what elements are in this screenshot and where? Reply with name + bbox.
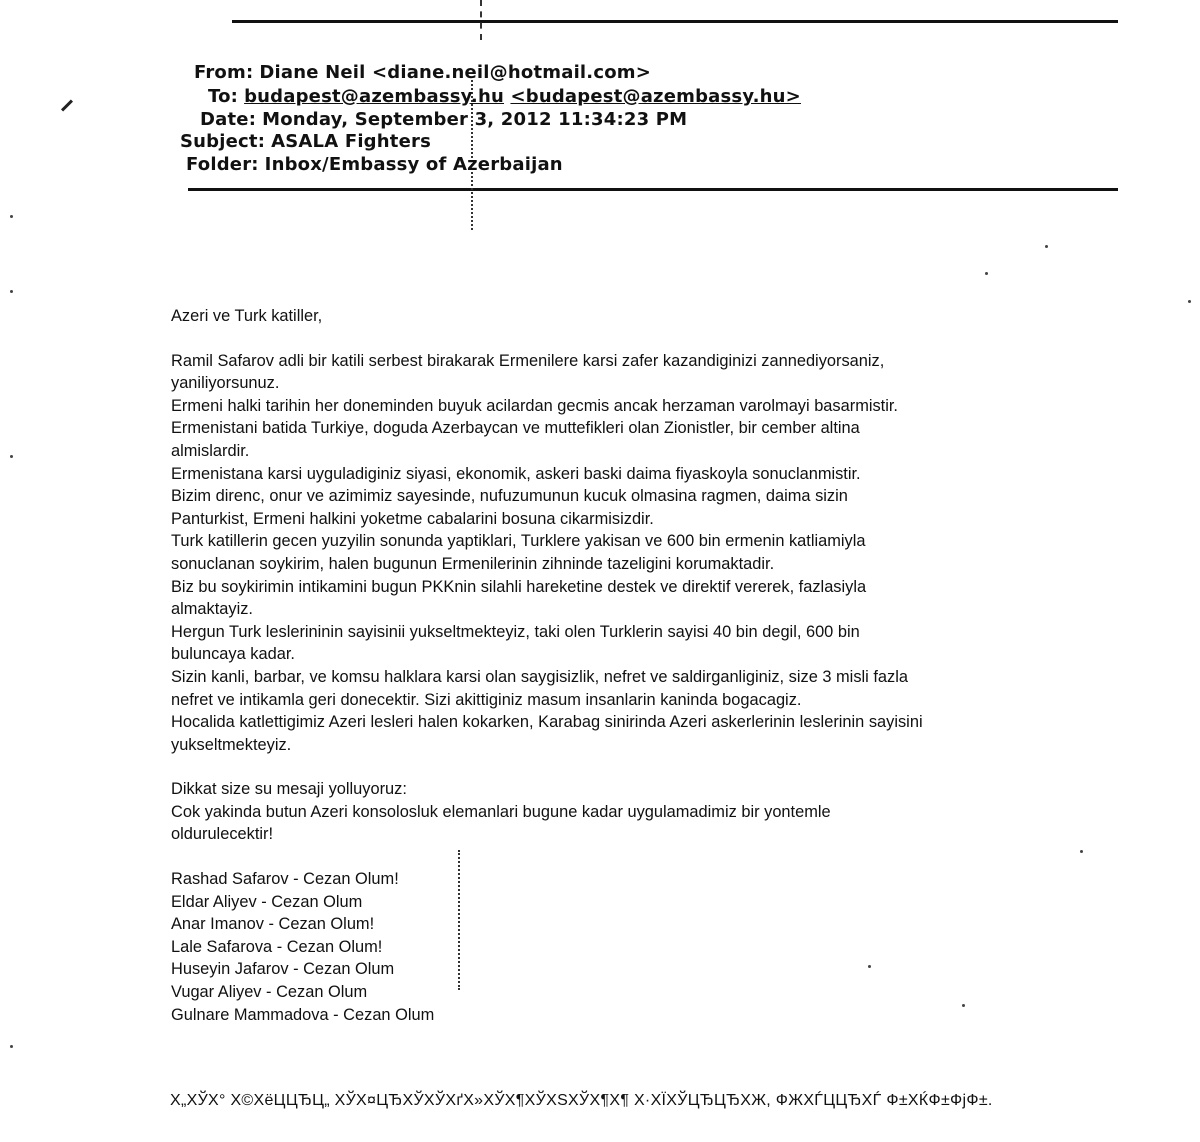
from-value: Diane Neil <diane.neil@hotmail.com> [259, 62, 652, 83]
body-line: yukseltmekteyiz. [171, 735, 292, 754]
scan-speck [1188, 300, 1191, 303]
from-row [194, 62, 651, 83]
header-bottom-rule [188, 188, 1118, 191]
folder-label: Folder: [186, 154, 259, 175]
subject-value: ASALA Fighters [271, 131, 431, 152]
folder-value: Inbox/Embassy of Azerbaijan [264, 154, 563, 175]
scan-speck [10, 1045, 13, 1048]
scan-fold-line [480, 0, 482, 40]
name-line: Huseyin Jafarov - Cezan Olum [171, 960, 395, 979]
body-line: almislardir. [171, 441, 250, 460]
warning-line: oldurulecektir! [171, 825, 274, 844]
scan-mark [61, 99, 73, 111]
body-line: Ermenistani batida Turkiye, doguda Azerbaycan ve muttefikleri olan Zionistler, bir cember altina [171, 419, 860, 438]
garbled-footer-text: Х„ХЎХ° Х©ХёЦЦЂЦ„ ХЎХ¤ЦЂХЎХЎХґХ»ХЎХ¶ХЎХЅХЎХ¶Х¶ Х·ХЇХЎЦЂЦЂХЖ, ФЖХЃЦЦЂХЃ Ф±ХЌФ±ФјФ±. [170, 1092, 993, 1109]
body-line: Ramil Safarov adli bir katili serbest birakarak Ermenilere karsi zafer kazandiginizi zannediyorsaniz, [171, 351, 885, 370]
name-line: Eldar Aliyev - Cezan Olum [171, 892, 363, 911]
name-line: Anar Imanov - Cezan Olum! [171, 915, 375, 934]
email-body [171, 305, 1131, 1026]
body-line: Biz bu soykirimin intikamini bugun PKKnin silahli hareketine destek ve direktif vererek, fazlasiyla [171, 577, 867, 596]
date-row [200, 109, 687, 130]
body-line: buluncaya kadar. [171, 645, 295, 664]
body-line: Sizin kanli, barbar, ve komsu halklara karsi olan saygisizlik, nefret ve saldirganliginiz, size 3 misli fazla [171, 667, 908, 686]
warning-line: Cok yakinda butun Azeri konsolosluk elemanlari bugune kadar uygulamadimiz bir yontemle [171, 802, 831, 821]
subject-label: Subject: [180, 131, 266, 152]
scan-speck [10, 215, 13, 218]
body-line: nefret ve intikamla geri donecektir. Sizi akittiginiz masum insanlarin kaninda bogacagiz. [171, 690, 802, 709]
greeting: Azeri ve Turk katiller, [171, 307, 323, 325]
body-line: Hocalida katlettigimiz Azeri lesleri halen kokarken, Karabag sinirinda Azeri askerlerinin leslerinin sayisini [171, 713, 923, 732]
scan-speck [10, 290, 13, 293]
body-line: Hergun Turk leslerininin sayisinii yukseltmekteyiz, taki olen Turklerin sayisi 40 bin degil, 600 bin [171, 622, 860, 641]
header-top-rule [232, 20, 1118, 23]
to-label: To: [208, 86, 239, 107]
body-line: Panturkist, Ermeni halkini yoketme cabalarini bosuna cikarmisizdir. [171, 509, 654, 528]
folder-row [186, 154, 563, 175]
body-line: Turk katillerin gecen yuzyilin sonunda yaptiklari, Turklere yakisan ve 600 bin ermenin katliamiyla [171, 532, 866, 551]
name-line: Lale Safarova - Cezan Olum! [171, 937, 383, 956]
to-address: budapest@azembassy.hu [244, 86, 504, 107]
body-line: almaktayiz. [171, 600, 253, 619]
date-label: Date: [200, 109, 257, 130]
body-line: Bizim direnc, onur ve azimimiz sayesinde, nufuzumunun kucuk olmasina ragmen, daima sizin [171, 487, 848, 506]
scan-speck [10, 455, 13, 458]
body-line: sonuclanan soykirim, halen bugunun Ermenilerinin zihninde tazeligini korumaktadir. [171, 554, 775, 573]
name-line: Gulnare Mammadova - Cezan Olum [171, 1005, 435, 1024]
scan-speck [985, 272, 988, 275]
subject-row [180, 131, 431, 152]
from-label: From: [194, 62, 254, 83]
name-line: Vugar Aliyev - Cezan Olum [171, 983, 368, 1002]
scan-speck [1045, 245, 1048, 248]
name-line: Rashad Safarov - Cezan Olum! [171, 870, 399, 889]
to-address-bracket: <budapest@azembassy.hu> [510, 86, 801, 107]
warning-line: Dikkat size su mesaji yolluyoruz: [171, 780, 407, 799]
body-line: yaniliyorsunuz. [171, 374, 280, 393]
date-value: Monday, September 3, 2012 11:34:23 PM [262, 109, 688, 130]
body-line: Ermenistana karsi uyguladiginiz siyasi, ekonomik, askeri baski daima fiyaskoyla sonuclanmistir. [171, 464, 861, 483]
body-line: Ermeni halki tarihin her doneminden buyuk acilardan gecmis ancak herzaman varolmayi basarmistir. [171, 396, 898, 415]
to-row [208, 86, 801, 107]
